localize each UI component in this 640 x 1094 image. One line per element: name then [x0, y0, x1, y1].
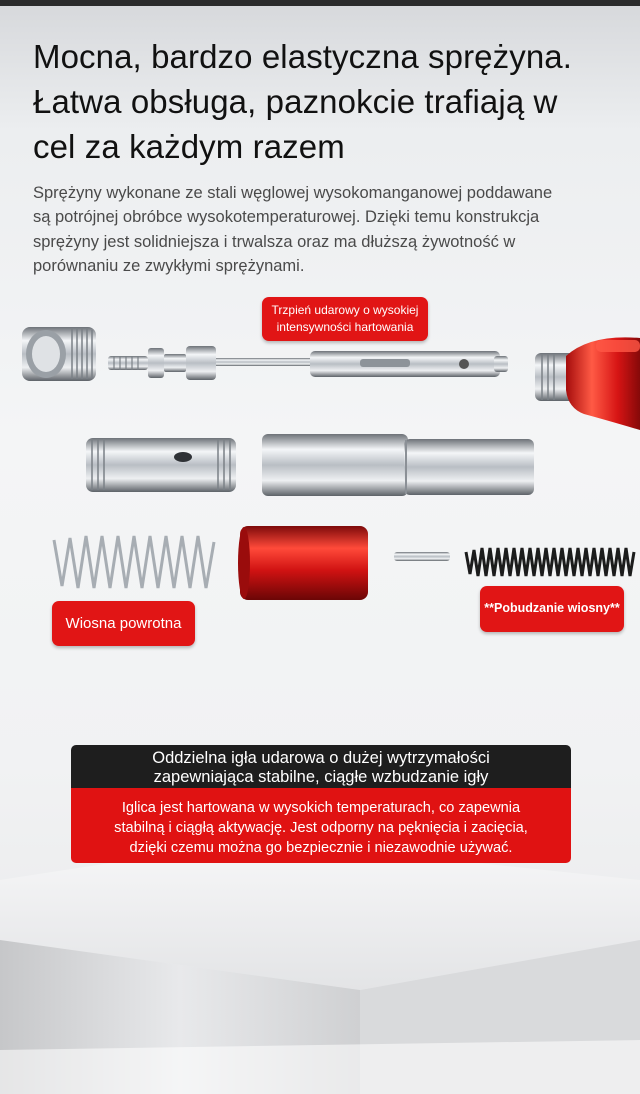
- small-pin-icon: [394, 552, 450, 561]
- impact-pin-label: [262, 297, 428, 341]
- impact-pin-icon: [108, 346, 508, 380]
- red-tool-body-icon: [535, 337, 640, 430]
- drive-spring-icon: [466, 548, 634, 576]
- threaded-sleeve-icon: [86, 438, 236, 492]
- headline-line-1: Mocna, bardzo elastyczna sprężyna.: [33, 38, 573, 75]
- description: [33, 181, 618, 278]
- headline-line-3: cel za każdym razem: [33, 128, 345, 165]
- caption-body-line-3: dzięki czemu można go bezpiecznie i niezawodnie używać.: [129, 840, 513, 856]
- drive-spring-label: **Pobudzanie wiosny**: [480, 586, 624, 632]
- impact-pin-label-line-1: Trzpień udarowy o wysokiej: [271, 303, 419, 317]
- headline-line-2: Łatwa obsługa, paznokcie trafiają w: [33, 83, 558, 120]
- description-line-1: Sprężyny wykonane ze stali węglowej wysokomanganowej poddawane: [33, 184, 553, 202]
- caption-heading-line-2: zapewniająca stabilne, ciągłe wzbudzanie igły: [153, 767, 489, 786]
- impact-pin-label-line-2: intensywności hartowania: [276, 320, 414, 334]
- threaded-cap-icon: [22, 327, 96, 381]
- display-pedestal: [0, 840, 640, 1094]
- description-line-3: sprężyny jest solidniejsza i trwalsza oraz ma dłuższą żywotność w: [33, 232, 516, 251]
- top-edge-bar: [0, 0, 640, 6]
- description-line-2: są potrójnej obróbce wysokotemperaturowej. Dzięki temu konstrukcja: [33, 208, 540, 227]
- return-spring-label: Wiosna powrotna: [52, 601, 195, 646]
- red-cylinder-icon: [238, 526, 368, 600]
- outer-tube-icon: [262, 434, 534, 496]
- return-spring-icon: [54, 536, 214, 588]
- caption-heading: [71, 745, 571, 790]
- caption-box: [71, 745, 571, 863]
- caption-body: [71, 788, 571, 863]
- description-line-4: porównaniu ze zwykłymi sprężynami.: [33, 256, 305, 275]
- caption-body-line-1: Iglica jest hartowana w wysokich temperaturach, co zapewnia: [121, 800, 521, 816]
- headline: [33, 34, 623, 169]
- caption-body-line-2: stabilną i ciągłą aktywację. Jest odporny na pęknięcia i zacięcia,: [114, 820, 528, 836]
- caption-heading-line-1: Oddzielna igła udarowa o dużej wytrzymałości: [152, 749, 490, 767]
